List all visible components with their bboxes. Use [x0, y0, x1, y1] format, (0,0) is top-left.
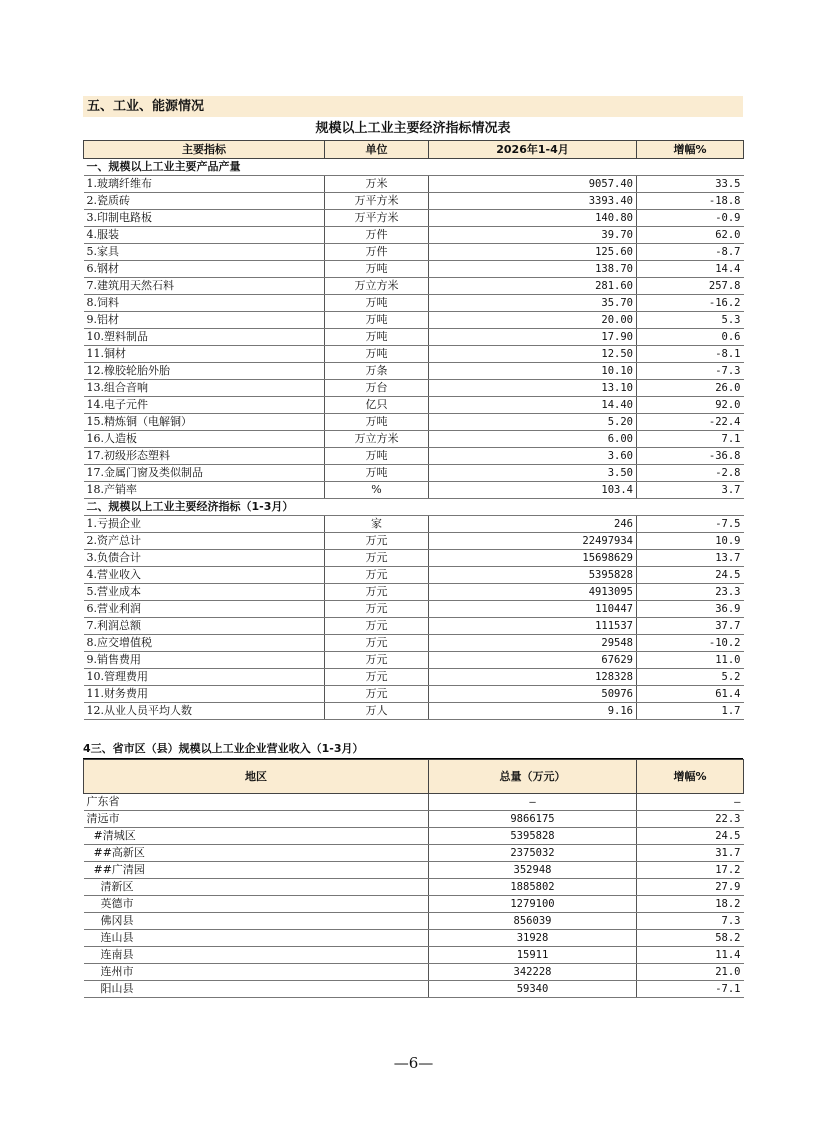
growth-cell: 92.0 [637, 397, 744, 414]
table-row [84, 635, 744, 652]
value-cell: 20.00 [429, 312, 637, 329]
total-cell: 31928 [429, 930, 637, 947]
table-row [84, 312, 744, 329]
unit-cell: 万件 [325, 227, 429, 244]
value-cell: 246 [429, 516, 637, 533]
indicator-name: 2.瓷质砖 [84, 193, 325, 210]
unit-cell: 万件 [325, 244, 429, 261]
table-row [84, 414, 744, 431]
page-number: —6— [393, 1054, 434, 1072]
table-row [84, 295, 744, 312]
growth-cell: 24.5 [637, 828, 744, 845]
growth-cell: 58.2 [637, 930, 744, 947]
unit-cell: 万吨 [325, 465, 429, 482]
unit-cell: 万元 [325, 652, 429, 669]
total-cell: 2375032 [429, 845, 637, 862]
table-row [84, 601, 744, 618]
growth-cell: 5.2 [637, 669, 744, 686]
growth-cell: 11.4 [637, 947, 744, 964]
total-cell: 352948 [429, 862, 637, 879]
growth-cell: 0.6 [637, 329, 744, 346]
header-total: 总量（万元） [429, 760, 637, 794]
value-cell: 138.70 [429, 261, 637, 278]
table-row [84, 845, 744, 862]
table-row [84, 533, 744, 550]
table-row [84, 278, 744, 295]
unit-cell: 万平方米 [325, 193, 429, 210]
growth-cell: -16.2 [637, 295, 744, 312]
region-name: #清城区 [84, 828, 429, 845]
unit-cell: 万吨 [325, 414, 429, 431]
unit-cell: 万立方米 [325, 278, 429, 295]
unit-cell: 万元 [325, 567, 429, 584]
table-row [84, 465, 744, 482]
table-row [84, 828, 744, 845]
table-row [84, 947, 744, 964]
growth-cell: 11.0 [637, 652, 744, 669]
table-row [84, 380, 744, 397]
unit-cell: 万元 [325, 550, 429, 567]
indicator-name: 11.财务费用 [84, 686, 325, 703]
value-cell: 10.10 [429, 363, 637, 380]
table-row [84, 652, 744, 669]
unit-cell: 万条 [325, 363, 429, 380]
unit-cell: 万元 [325, 686, 429, 703]
table-row [84, 862, 744, 879]
growth-cell: -2.8 [637, 465, 744, 482]
value-cell: 281.60 [429, 278, 637, 295]
table-row [84, 896, 744, 913]
table-row [84, 981, 744, 998]
value-cell: 50976 [429, 686, 637, 703]
header-region: 地区 [84, 760, 429, 794]
table-row [84, 567, 744, 584]
value-cell: 110447 [429, 601, 637, 618]
region-name: 广东省 [84, 794, 429, 811]
growth-cell: -18.8 [637, 193, 744, 210]
header-indicator: 主要指标 [84, 141, 325, 159]
region-name: 佛冈县 [84, 913, 429, 930]
indicator-name: 17.初级形态塑料 [84, 448, 325, 465]
table-row [84, 431, 744, 448]
table-row [84, 913, 744, 930]
unit-cell: 万吨 [325, 261, 429, 278]
indicator-name: 6.营业利润 [84, 601, 325, 618]
growth-cell: 21.0 [637, 964, 744, 981]
growth-cell: -0.9 [637, 210, 744, 227]
region-name: 阳山县 [84, 981, 429, 998]
value-cell: 3.60 [429, 448, 637, 465]
region-name: 清新区 [84, 879, 429, 896]
value-cell: 5395828 [429, 567, 637, 584]
region-name: 连州市 [84, 964, 429, 981]
value-cell: 9.16 [429, 703, 637, 720]
indicator-name: 12.橡胶轮胎外胎 [84, 363, 325, 380]
value-cell: 22497934 [429, 533, 637, 550]
value-cell: 6.00 [429, 431, 637, 448]
table-row [84, 193, 744, 210]
indicator-name: 16.人造板 [84, 431, 325, 448]
unit-cell: 万平方米 [325, 210, 429, 227]
value-cell: 5.20 [429, 414, 637, 431]
indicator-name: 5.家具 [84, 244, 325, 261]
value-cell: 35.70 [429, 295, 637, 312]
region-name: ##高新区 [84, 845, 429, 862]
total-cell: 1885802 [429, 879, 637, 896]
value-cell: 103.4 [429, 482, 637, 499]
indicator-name: 10.管理费用 [84, 669, 325, 686]
total-cell: 856039 [429, 913, 637, 930]
region-name: 连山县 [84, 930, 429, 947]
header-growth: 增幅% [637, 141, 744, 159]
header-period: 2026年1-4月 [429, 141, 637, 159]
indicator-name: 5.营业成本 [84, 584, 325, 601]
unit-cell: 万人 [325, 703, 429, 720]
indicator-name: 4.营业收入 [84, 567, 325, 584]
growth-cell: 61.4 [637, 686, 744, 703]
table-row [84, 703, 744, 720]
unit-cell: 万元 [325, 669, 429, 686]
value-cell: 14.40 [429, 397, 637, 414]
region-name: 清远市 [84, 811, 429, 828]
table-header-row [84, 141, 744, 159]
growth-cell: 22.3 [637, 811, 744, 828]
indicator-name: 6.钢材 [84, 261, 325, 278]
growth-cell: -10.2 [637, 635, 744, 652]
indicator-name: 14.电子元件 [84, 397, 325, 414]
indicator-name: 1.亏损企业 [84, 516, 325, 533]
unit-cell: 万台 [325, 380, 429, 397]
group-title: 二、规模以上工业主要经济指标（1-3月） [84, 499, 744, 516]
table-row [84, 964, 744, 981]
unit-cell: 万米 [325, 176, 429, 193]
region-name: ##广清园 [84, 862, 429, 879]
unit-cell: 万元 [325, 533, 429, 550]
group-header-row [84, 499, 744, 516]
table-row [84, 448, 744, 465]
total-cell: 5395828 [429, 828, 637, 845]
growth-cell: 1.7 [637, 703, 744, 720]
total-cell: 1279100 [429, 896, 637, 913]
section-heading: 五、工业、能源情况 [83, 96, 743, 117]
unit-cell: 家 [325, 516, 429, 533]
indicator-name: 1.玻璃纤维布 [84, 176, 325, 193]
indicator-name: 15.精炼铜（电解铜） [84, 414, 325, 431]
table-row [84, 669, 744, 686]
growth-cell: 13.7 [637, 550, 744, 567]
table-row [84, 397, 744, 414]
unit-cell: 万吨 [325, 329, 429, 346]
region-name: 连南县 [84, 947, 429, 964]
growth-cell: -7.1 [637, 981, 744, 998]
indicator-name: 12.从业人员平均人数 [84, 703, 325, 720]
value-cell: 39.70 [429, 227, 637, 244]
value-cell: 140.80 [429, 210, 637, 227]
total-cell: 342228 [429, 964, 637, 981]
indicator-name: 17.金属门窗及类似制品 [84, 465, 325, 482]
value-cell: 13.10 [429, 380, 637, 397]
value-cell: 17.90 [429, 329, 637, 346]
unit-cell: 万吨 [325, 448, 429, 465]
unit-cell: 万立方米 [325, 431, 429, 448]
industrial-indicators-table [83, 140, 744, 720]
header-growth: 增幅% [637, 760, 744, 794]
growth-cell: 24.5 [637, 567, 744, 584]
growth-cell: -22.4 [637, 414, 744, 431]
total-cell: — [429, 794, 637, 811]
indicator-name: 3.印制电路板 [84, 210, 325, 227]
growth-cell: 23.3 [637, 584, 744, 601]
indicator-name: 4.服装 [84, 227, 325, 244]
indicator-name: 11.铜材 [84, 346, 325, 363]
table-header-row [84, 760, 744, 794]
growth-cell: -36.8 [637, 448, 744, 465]
group-title: 一、规模以上工业主要产品产量 [84, 159, 744, 176]
table-row [84, 618, 744, 635]
table-row [84, 516, 744, 533]
value-cell: 3393.40 [429, 193, 637, 210]
table-row [84, 686, 744, 703]
indicator-name: 8.饲料 [84, 295, 325, 312]
growth-cell: 3.7 [637, 482, 744, 499]
growth-cell: 5.3 [637, 312, 744, 329]
indicator-name: 18.产销率 [84, 482, 325, 499]
unit-cell: 万吨 [325, 295, 429, 312]
indicator-name: 8.应交增值税 [84, 635, 325, 652]
growth-cell: 7.3 [637, 913, 744, 930]
table-row [84, 329, 744, 346]
region-name: 英德市 [84, 896, 429, 913]
unit-cell: 亿只 [325, 397, 429, 414]
indicator-name: 9.销售费用 [84, 652, 325, 669]
growth-cell: -8.1 [637, 346, 744, 363]
indicator-name: 7.建筑用天然石料 [84, 278, 325, 295]
unit-cell: 万元 [325, 601, 429, 618]
value-cell: 12.50 [429, 346, 637, 363]
value-cell: 29548 [429, 635, 637, 652]
growth-cell: -8.7 [637, 244, 744, 261]
unit-cell: 万吨 [325, 346, 429, 363]
table-title: 规模以上工业主要经济指标情况表 [315, 121, 511, 136]
value-cell: 4913095 [429, 584, 637, 601]
growth-cell: 62.0 [637, 227, 744, 244]
table-row [84, 584, 744, 601]
value-cell: 67629 [429, 652, 637, 669]
table-row [84, 482, 744, 499]
county-section-title: 4三、省市区（县）规模以上工业企业营业收入（1-3月） [83, 740, 743, 759]
county-revenue-table [83, 759, 744, 998]
value-cell: 111537 [429, 618, 637, 635]
unit-cell: 万元 [325, 618, 429, 635]
growth-cell: 14.4 [637, 261, 744, 278]
value-cell: 125.60 [429, 244, 637, 261]
growth-cell: 33.5 [637, 176, 744, 193]
growth-cell: -7.5 [637, 516, 744, 533]
growth-cell: 7.1 [637, 431, 744, 448]
value-cell: 15698629 [429, 550, 637, 567]
table-row [84, 261, 744, 278]
growth-cell: 26.0 [637, 380, 744, 397]
unit-cell: 万元 [325, 584, 429, 601]
growth-cell: 17.2 [637, 862, 744, 879]
header-unit: 单位 [325, 141, 429, 159]
table-row [84, 811, 744, 828]
value-cell: 128328 [429, 669, 637, 686]
growth-cell: — [637, 794, 744, 811]
indicator-name: 2.资产总计 [84, 533, 325, 550]
growth-cell: 18.2 [637, 896, 744, 913]
unit-cell: 万吨 [325, 312, 429, 329]
growth-cell: 257.8 [637, 278, 744, 295]
table-row [84, 930, 744, 947]
growth-cell: -7.3 [637, 363, 744, 380]
table-row [84, 363, 744, 380]
total-cell: 15911 [429, 947, 637, 964]
indicator-name: 7.利润总额 [84, 618, 325, 635]
growth-cell: 36.9 [637, 601, 744, 618]
table-row [84, 244, 744, 261]
table-row [84, 794, 744, 811]
total-cell: 9866175 [429, 811, 637, 828]
growth-cell: 27.9 [637, 879, 744, 896]
value-cell: 9057.40 [429, 176, 637, 193]
table-row [84, 227, 744, 244]
group-header-row [84, 159, 744, 176]
indicator-name: 13.组合音响 [84, 380, 325, 397]
growth-cell: 10.9 [637, 533, 744, 550]
indicator-name: 3.负债合计 [84, 550, 325, 567]
table-row [84, 210, 744, 227]
table-row [84, 550, 744, 567]
indicator-name: 9.铝材 [84, 312, 325, 329]
total-cell: 59340 [429, 981, 637, 998]
value-cell: 3.50 [429, 465, 637, 482]
growth-cell: 31.7 [637, 845, 744, 862]
unit-cell: 万元 [325, 635, 429, 652]
table-row [84, 176, 744, 193]
growth-cell: 37.7 [637, 618, 744, 635]
indicator-name: 10.塑料制品 [84, 329, 325, 346]
unit-cell: % [325, 482, 429, 499]
table-row [84, 879, 744, 896]
table-row [84, 346, 744, 363]
